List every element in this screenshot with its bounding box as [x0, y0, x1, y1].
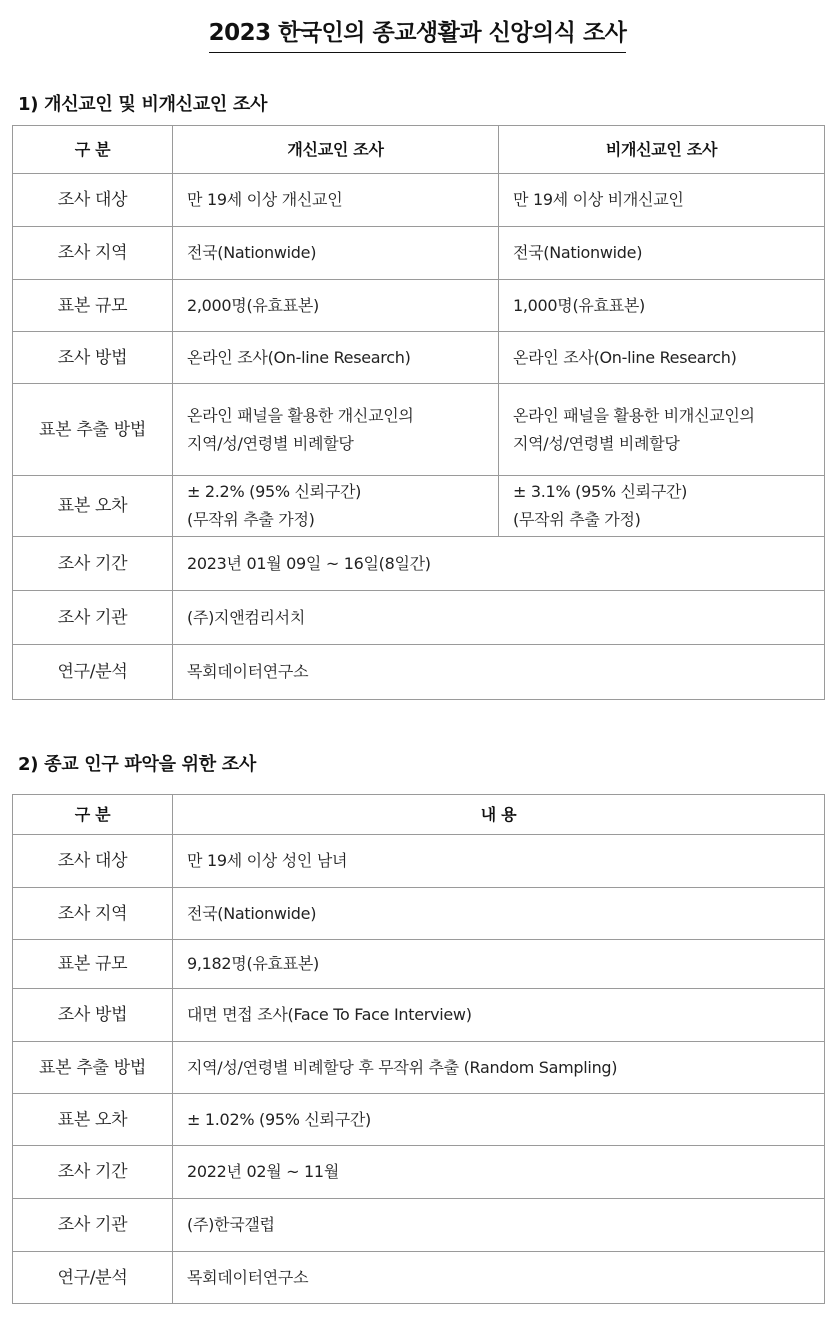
row-label: 표본 규모 [13, 940, 173, 989]
cell-value: ± 1.02% (95% 신뢰구간) [173, 1094, 825, 1146]
cell-value: 2022년 02월 ~ 11월 [173, 1146, 825, 1199]
table-row [13, 940, 825, 989]
table-row [13, 835, 825, 888]
table-row [13, 645, 825, 700]
header-non-christian-survey: 비개신교인 조사 [499, 126, 825, 174]
cell-value: 만 19세 이상 성인 남녀 [173, 835, 825, 888]
table-row [13, 384, 825, 476]
row-label: 조사 방법 [13, 332, 173, 384]
row-label: 표본 추출 방법 [13, 1042, 173, 1094]
table-header-row [13, 126, 825, 174]
cell-line: (무작위 추출 가정) [513, 510, 641, 529]
cell-christian: 온라인 조사(On-line Research) [173, 332, 499, 384]
row-label: 조사 방법 [13, 989, 173, 1042]
table-row [13, 332, 825, 384]
cell-christian: 만 19세 이상 개신교인 [173, 174, 499, 227]
cell-christian [173, 384, 499, 476]
page-title-wrap [0, 14, 835, 53]
cell-value: (주)지앤컴리서치 [173, 591, 825, 645]
cell-christian: 2,000명(유효표본) [173, 280, 499, 332]
cell-line: ± 3.1% (95% 신뢰구간) [513, 482, 688, 501]
cell-non-christian: 만 19세 이상 비개신교인 [499, 174, 825, 227]
cell-value: 대면 면접 조사(Face To Face Interview) [173, 989, 825, 1042]
table-row [13, 888, 825, 940]
row-label: 조사 기관 [13, 591, 173, 645]
row-label: 연구/분석 [13, 1252, 173, 1304]
header-christian-survey: 개신교인 조사 [173, 126, 499, 174]
header-category: 구 분 [13, 126, 173, 174]
row-label: 조사 기관 [13, 1199, 173, 1252]
table-row [13, 1146, 825, 1199]
cell-christian [173, 476, 499, 537]
cell-line: ± 2.2% (95% 신뢰구간) [187, 482, 362, 501]
cell-value: 목회데이터연구소 [173, 1252, 825, 1304]
section2-heading: 2) 종교 인구 파악을 위한 조사 [18, 754, 256, 775]
table-row [13, 227, 825, 280]
table-row [13, 1199, 825, 1252]
cell-value: 전국(Nationwide) [173, 888, 825, 940]
cell-line: 온라인 패널을 활용한 개신교인의 [187, 405, 414, 425]
table-row [13, 537, 825, 591]
table-row [13, 1042, 825, 1094]
row-label: 조사 대상 [13, 174, 173, 227]
cell-non-christian [499, 384, 825, 476]
cell-line: 지역/성/연령별 비례할당 [513, 433, 680, 453]
survey-table-1 [12, 125, 825, 700]
table-row [13, 280, 825, 332]
table-row [13, 989, 825, 1042]
cell-christian: 전국(Nationwide) [173, 227, 499, 280]
table-row [13, 476, 825, 537]
cell-line: 지역/성/연령별 비례할당 [187, 433, 354, 453]
cell-value: 목회데이터연구소 [173, 645, 825, 700]
row-label: 조사 지역 [13, 227, 173, 280]
row-label: 조사 대상 [13, 835, 173, 888]
table-row [13, 1252, 825, 1304]
survey-table-2 [12, 794, 825, 1304]
row-label: 조사 기간 [13, 1146, 173, 1199]
table-header-row [13, 795, 825, 835]
cell-value: 지역/성/연령별 비례할당 후 무작위 추출 (Random Sampling) [173, 1042, 825, 1094]
row-label: 연구/분석 [13, 645, 173, 700]
cell-non-christian [499, 476, 825, 537]
cell-value: 9,182명(유효표본) [173, 940, 825, 989]
header-category: 구 분 [13, 795, 173, 835]
header-content: 내 용 [173, 795, 825, 835]
row-label: 표본 규모 [13, 280, 173, 332]
table-row [13, 174, 825, 227]
cell-line: (무작위 추출 가정) [187, 510, 315, 529]
table-row [13, 1094, 825, 1146]
cell-value: 2023년 01월 09일 ~ 16일(8일간) [173, 537, 825, 591]
row-label: 표본 오차 [13, 476, 173, 537]
cell-value: (주)한국갤럽 [173, 1199, 825, 1252]
cell-non-christian: 온라인 조사(On-line Research) [499, 332, 825, 384]
row-label: 조사 기간 [13, 537, 173, 591]
row-label: 표본 추출 방법 [13, 384, 173, 476]
cell-non-christian: 1,000명(유효표본) [499, 280, 825, 332]
cell-non-christian: 전국(Nationwide) [499, 227, 825, 280]
section1-heading: 1) 개신교인 및 비개신교인 조사 [18, 94, 268, 115]
page-title: 2023 한국인의 종교생활과 신앙의식 조사 [209, 14, 627, 53]
cell-line: 온라인 패널을 활용한 비개신교인의 [513, 405, 755, 425]
row-label: 조사 지역 [13, 888, 173, 940]
table-row [13, 591, 825, 645]
row-label: 표본 오차 [13, 1094, 173, 1146]
